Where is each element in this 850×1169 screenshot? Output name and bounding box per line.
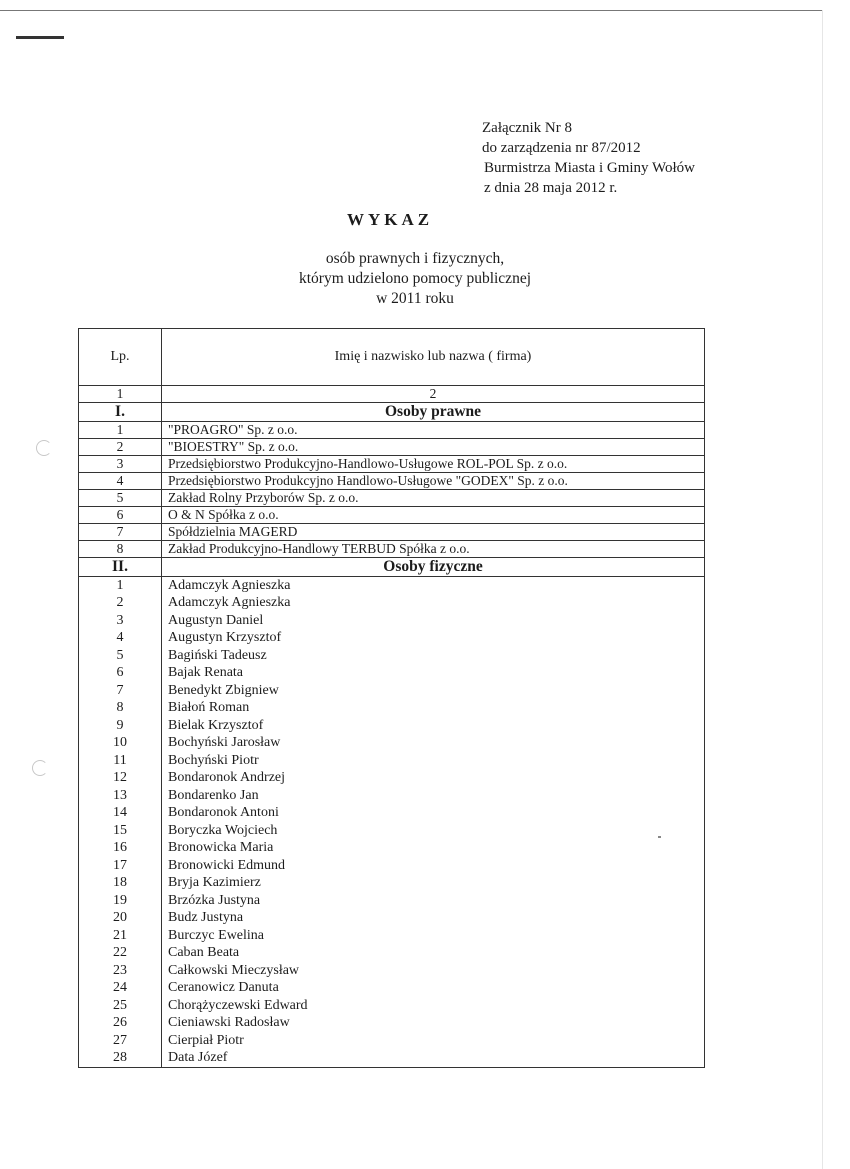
recipients-table	[78, 328, 705, 1068]
document-title: WYKAZ	[346, 210, 434, 229]
row-number: 6	[79, 507, 162, 524]
table-row	[79, 910, 705, 928]
attachment-line: z dnia 28 maja 2012 r.	[484, 180, 618, 196]
person-name: Caban Beata	[162, 945, 705, 963]
row-number: 11	[79, 752, 162, 770]
person-name: Burczyc Ewelina	[162, 927, 705, 945]
row-number: 3	[79, 612, 162, 630]
person-name: Bronowicka Maria	[162, 840, 705, 858]
table-row	[79, 456, 705, 473]
row-number: 20	[79, 910, 162, 928]
person-name: Bagiński Tadeusz	[162, 647, 705, 665]
attachment-line: do zarządzenia nr 87/2012	[482, 140, 641, 156]
table-row	[79, 595, 705, 613]
row-number: 19	[79, 892, 162, 910]
table-row	[79, 857, 705, 875]
person-name: Bajak Renata	[162, 665, 705, 683]
table-row	[79, 612, 705, 630]
entity-name: Zakład Produkcyjno-Handlowy TERBUD Spółka z o.o.	[162, 541, 705, 558]
row-number: 8	[79, 541, 162, 558]
row-number: 21	[79, 927, 162, 945]
row-number: 4	[79, 473, 162, 490]
person-name: Benedykt Zbigniew	[162, 682, 705, 700]
entity-name: "BIOESTRY" Sp. z o.o.	[162, 439, 705, 456]
row-number: 1	[79, 422, 162, 439]
person-name: Bochyński Jarosław	[162, 735, 705, 753]
table-row	[79, 962, 705, 980]
person-name: Augustyn Daniel	[162, 612, 705, 630]
row-number: 12	[79, 770, 162, 788]
attachment-line: Załącznik Nr 8	[482, 120, 572, 136]
person-name: Ceranowicz Danuta	[162, 980, 705, 998]
table-row	[79, 630, 705, 648]
section-heading: Osoby fizyczne	[162, 558, 705, 577]
table-row	[79, 541, 705, 558]
punch-hole-mark	[36, 440, 52, 456]
person-name: Budz Justyna	[162, 910, 705, 928]
person-name: Bondarenko Jan	[162, 787, 705, 805]
person-name: Białoń Roman	[162, 700, 705, 718]
person-name: Całkowski Mieczysław	[162, 962, 705, 980]
table-row	[79, 1015, 705, 1033]
table-header-row	[79, 329, 705, 386]
person-name: Bryja Kazimierz	[162, 875, 705, 893]
section-row-legal	[79, 403, 705, 422]
entity-name: Przedsiębiorstwo Produkcyjno-Handlowo-Usługowe ROL-POL Sp. z o.o.	[162, 456, 705, 473]
person-name: Cieniawski Radosław	[162, 1015, 705, 1033]
column-number: 1	[79, 386, 162, 403]
table-row	[79, 1032, 705, 1050]
scan-mark	[16, 36, 64, 39]
entity-name: O & N Spółka z o.o.	[162, 507, 705, 524]
row-number: 10	[79, 735, 162, 753]
table-row	[79, 840, 705, 858]
row-number: 23	[79, 962, 162, 980]
row-number: 2	[79, 595, 162, 613]
entity-name: Przedsiębiorstwo Produkcyjno Handlowo-Usługowe "GODEX" Sp. z o.o.	[162, 473, 705, 490]
section-roman: II.	[79, 558, 162, 577]
table-row	[79, 682, 705, 700]
subtitle-line: którym udzielono pomocy publicznej	[298, 270, 531, 287]
person-name: Adamczyk Agnieszka	[162, 577, 705, 595]
row-number: 17	[79, 857, 162, 875]
row-number: 22	[79, 945, 162, 963]
header-lp: Lp.	[79, 329, 162, 386]
row-number: 7	[79, 524, 162, 541]
row-number: 9	[79, 717, 162, 735]
row-number: 27	[79, 1032, 162, 1050]
row-number: 24	[79, 980, 162, 998]
table-row	[79, 490, 705, 507]
person-name: Bronowicki Edmund	[162, 857, 705, 875]
row-number: 18	[79, 875, 162, 893]
person-name: Cierpiał Piotr	[162, 1032, 705, 1050]
row-number: 5	[79, 490, 162, 507]
subtitle-line: osób prawnych i fizycznych,	[325, 250, 505, 267]
header-name: Imię i nazwisko lub nazwa ( firma)	[162, 329, 705, 386]
table-row	[79, 473, 705, 490]
row-number: 1	[79, 577, 162, 595]
scan-top-line	[0, 10, 822, 11]
table-row	[79, 665, 705, 683]
row-number: 28	[79, 1050, 162, 1068]
table-row	[79, 439, 705, 456]
row-number: 4	[79, 630, 162, 648]
table-row	[79, 717, 705, 735]
table-row	[79, 700, 705, 718]
person-name: Bochyński Piotr	[162, 752, 705, 770]
person-name: Augustyn Krzysztof	[162, 630, 705, 648]
scan-right-edge	[822, 10, 823, 1169]
table-row	[79, 647, 705, 665]
table-row	[79, 770, 705, 788]
column-number-row	[79, 386, 705, 403]
table-row	[79, 752, 705, 770]
person-name: Bielak Krzysztof	[162, 717, 705, 735]
row-number: 5	[79, 647, 162, 665]
table-row	[79, 577, 705, 595]
table-row	[79, 980, 705, 998]
table-row	[79, 927, 705, 945]
row-number: 26	[79, 1015, 162, 1033]
row-number: 7	[79, 682, 162, 700]
person-name: Bondaronok Antoni	[162, 805, 705, 823]
row-number: 15	[79, 822, 162, 840]
table-row	[79, 805, 705, 823]
entity-name: "PROAGRO" Sp. z o.o.	[162, 422, 705, 439]
table-row	[79, 945, 705, 963]
row-number: 8	[79, 700, 162, 718]
row-number: 3	[79, 456, 162, 473]
row-number: 25	[79, 997, 162, 1015]
person-name: Adamczyk Agnieszka	[162, 595, 705, 613]
table-row	[79, 787, 705, 805]
table-row	[79, 735, 705, 753]
row-number: 14	[79, 805, 162, 823]
attachment-note	[482, 118, 695, 198]
table-row	[79, 422, 705, 439]
column-number: 2	[162, 386, 705, 403]
section-heading: Osoby prawne	[162, 403, 705, 422]
person-name: Brzózka Justyna	[162, 892, 705, 910]
table-row	[79, 997, 705, 1015]
attachment-line: Burmistrza Miasta i Gminy Wołów	[484, 160, 695, 176]
row-number: 16	[79, 840, 162, 858]
subtitle-line: w 2011 roku	[376, 290, 454, 307]
punch-hole-mark	[32, 760, 48, 776]
table-row	[79, 892, 705, 910]
person-name: Data Józef	[162, 1050, 705, 1068]
section-roman: I.	[79, 403, 162, 422]
entity-name: Spółdzielnia MAGERD	[162, 524, 705, 541]
row-number: 6	[79, 665, 162, 683]
table-row	[79, 822, 705, 840]
person-name: Boryczka Wojciech	[162, 822, 705, 840]
person-name: Chorążyczewski Edward	[162, 997, 705, 1015]
person-name: Bondaronok Andrzej	[162, 770, 705, 788]
row-number: 2	[79, 439, 162, 456]
section-row-natural	[79, 558, 705, 577]
entity-name: Zakład Rolny Przyborów Sp. z o.o.	[162, 490, 705, 507]
row-number: 13	[79, 787, 162, 805]
table-row	[79, 507, 705, 524]
table-row	[79, 1050, 705, 1068]
table-row	[79, 524, 705, 541]
table-row	[79, 875, 705, 893]
